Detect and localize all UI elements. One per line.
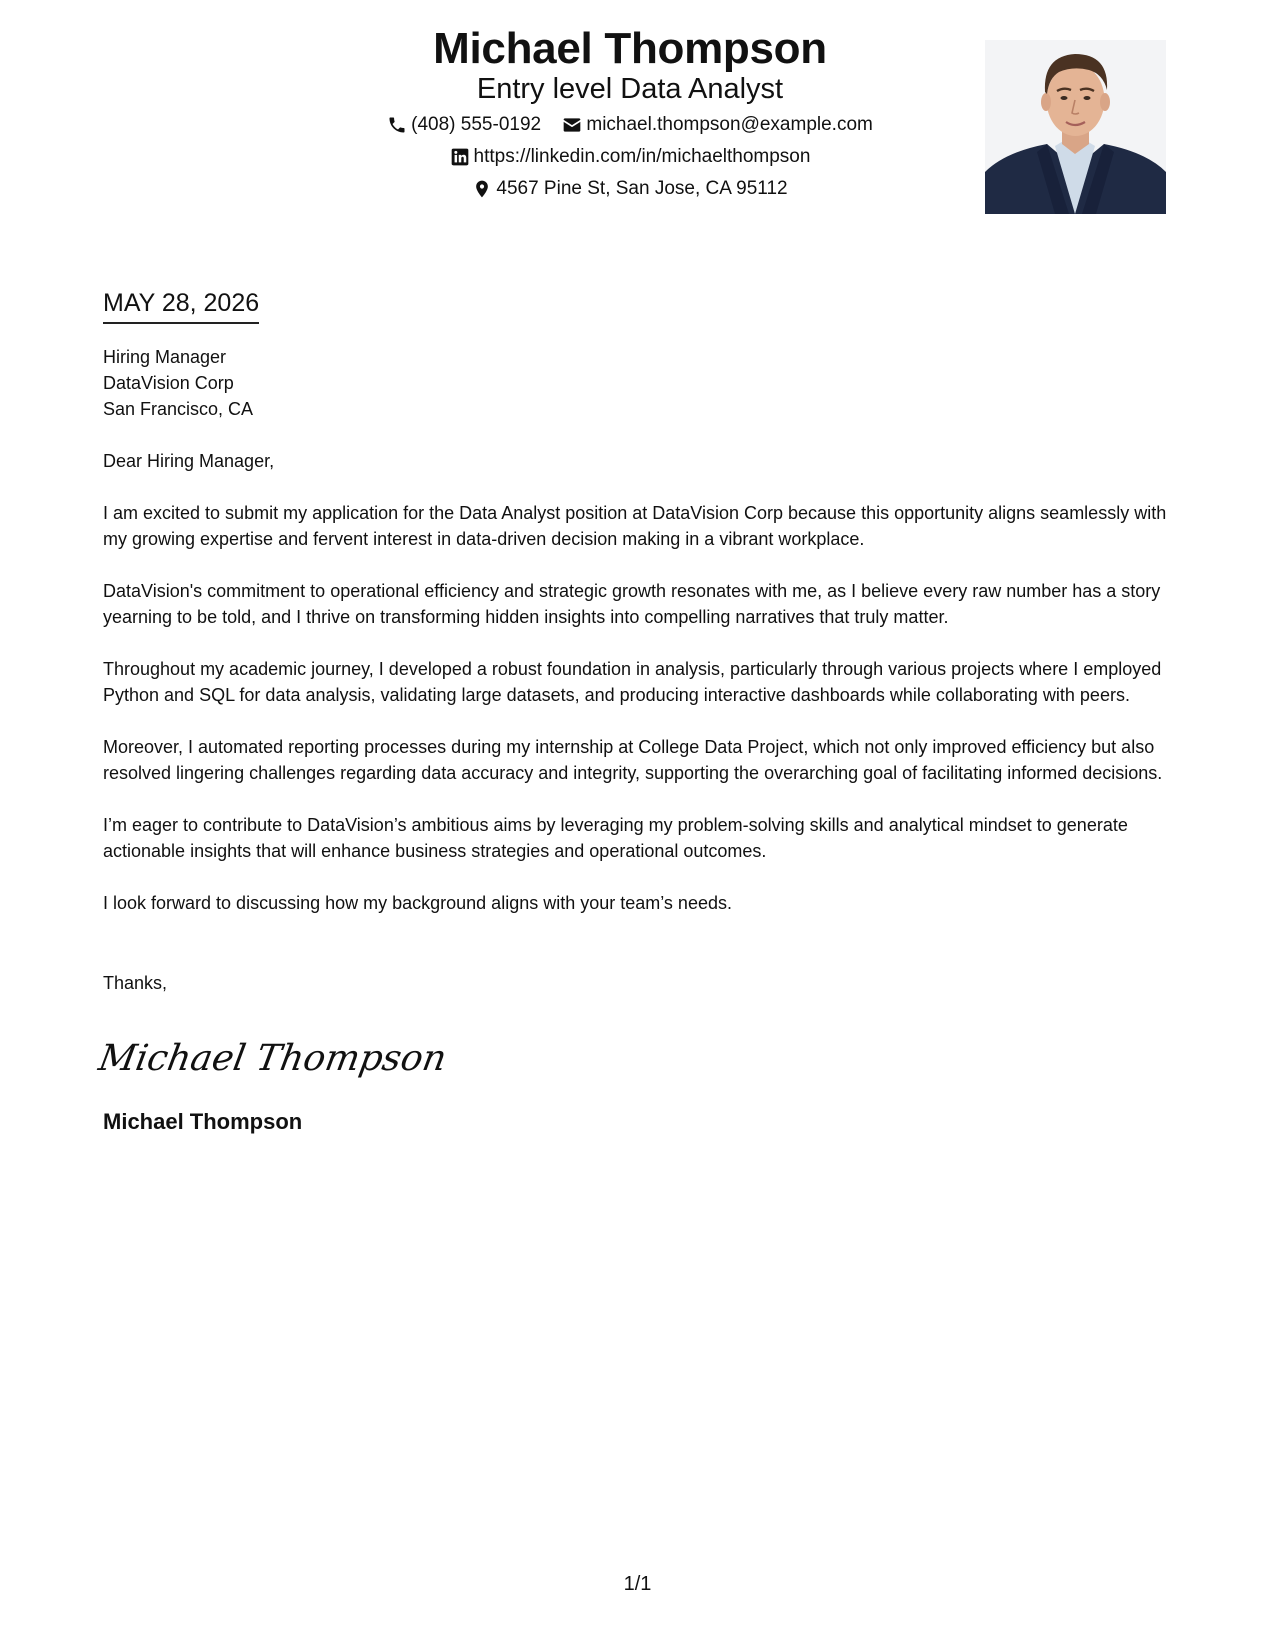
phone-contact <box>387 113 541 137</box>
phone-icon <box>387 115 407 135</box>
paragraph-contribution: I’m eager to contribute to DataVision’s ambitious aims by leveraging my problem-solving skills and analytical mindset to generate actionable insights that will enhance business strategies and operational outcomes. <box>103 815 1128 861</box>
paragraph-academic: Throughout my academic journey, I developed a robust foundation in analysis, particularly through various projects where I employed Python and SQL for data analysis, validating large datasets, and producing interactive dashboards while collaborating with peers. <box>103 659 1162 705</box>
handwritten-signature <box>95 1026 450 1090</box>
salutation: Dear Hiring Manager, <box>103 451 275 471</box>
street-address: 4567 Pine St, San Jose, CA 95112 <box>496 178 788 199</box>
paragraph-closing: I look forward to discussing how my background aligns with your team’s needs. <box>103 893 732 913</box>
letter-date: MAY 28, 2026 <box>103 287 259 324</box>
profile-photo <box>985 40 1166 214</box>
email-address[interactable]: michael.thompson@example.com <box>586 114 873 135</box>
paragraph-company-fit: DataVision's commitment to operational efficiency and strategic growth resonates with me, as I believe every raw number has a story yearning to be told, and I thrive on transforming hidden insights into compelling narratives that truly matter. <box>103 581 1161 627</box>
signer-name: Michael Thompson <box>103 1109 303 1134</box>
signature-text: Michael Thompson <box>95 1036 450 1079</box>
linkedin-icon <box>450 147 470 167</box>
page-number: 1/1 <box>623 1573 652 1595</box>
paragraph-internship: Moreover, I automated reporting processes during my internship at College Data Project, which not only improved efficiency but also resolved lingering challenges regarding data accuracy and integrity, supporting the overarching goal of facilitating informed decisions. <box>103 737 1163 783</box>
map-marker-icon <box>472 179 492 199</box>
recipient-location: San Francisco, CA <box>103 399 254 419</box>
recipient-company: DataVision Corp <box>103 373 234 393</box>
phone-number: (408) 555-0192 <box>411 114 542 135</box>
address-contact <box>472 177 787 201</box>
envelope-icon <box>562 115 582 135</box>
recipient-block <box>103 344 1173 422</box>
recipient-title: Hiring Manager <box>103 347 227 367</box>
email-contact[interactable] <box>562 113 872 137</box>
job-title: Entry level Data Analyst <box>476 73 784 105</box>
paragraph-intro: I am excited to submit my application for the Data Analyst position at DataVision Corp because this opportunity aligns seamlessly with my growing expertise and fervent interest in data-driven decision making in a vibrant workplace. <box>103 503 1167 549</box>
linkedin-url[interactable]: https://linkedin.com/in/michaelthompson <box>473 146 811 167</box>
closing-phrase: Thanks, <box>103 973 168 993</box>
linkedin-contact[interactable] <box>450 145 811 169</box>
contact-line-address <box>280 177 980 206</box>
cover-letter-body <box>95 287 1173 1136</box>
resume-header <box>0 22 1275 222</box>
contact-line-linkedin <box>280 145 980 174</box>
contact-line-phone-email <box>280 113 980 142</box>
applicant-name: Michael Thompson <box>433 24 827 73</box>
